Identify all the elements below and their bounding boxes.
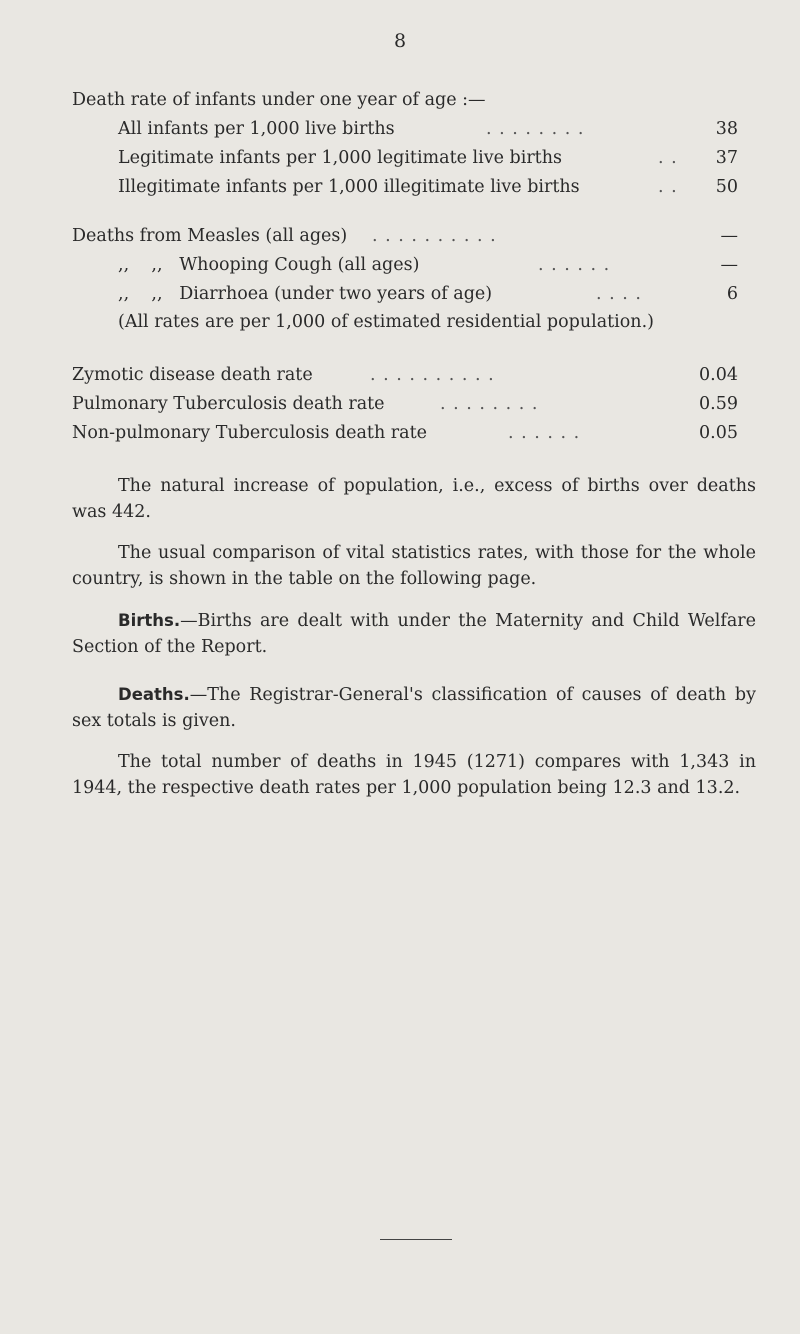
row-value: 37 bbox=[715, 148, 738, 168]
rate-row-non-pulmonary-tb bbox=[72, 420, 738, 446]
deaths-paragraph bbox=[72, 682, 756, 734]
paragraph-text: The natural increase of population, i.e., excess of births over deaths was 442. bbox=[72, 476, 756, 522]
section-end-rule bbox=[380, 1239, 452, 1240]
paragraph-text: The usual comparison of vital statistics rates, with those for the whole country, is shown in the table on the following page. bbox=[72, 543, 756, 589]
row-value: 38 bbox=[715, 119, 738, 139]
row-label: Legitimate infants per 1,000 legitimate live births bbox=[118, 148, 562, 168]
comparison-paragraph bbox=[72, 540, 756, 592]
row-label: ,, ,, Whooping Cough (all ages) bbox=[118, 255, 420, 275]
deaths-run-in-heading: Deaths. bbox=[118, 685, 190, 704]
row-label: Deaths from Measles (all ages) bbox=[72, 226, 348, 246]
rate-row-zymotic bbox=[72, 362, 738, 388]
row-value: 50 bbox=[715, 177, 738, 197]
infant-row-illegitimate bbox=[118, 174, 738, 200]
infant-row-legitimate bbox=[118, 145, 738, 171]
row-leader-dots: . . . . . . . . . . bbox=[370, 365, 495, 385]
natural-increase-paragraph bbox=[72, 473, 756, 525]
deaths-row-measles bbox=[72, 223, 738, 249]
row-value: 0.04 bbox=[699, 365, 738, 385]
row-value: 0.05 bbox=[699, 423, 738, 443]
row-leader-dots: . . bbox=[658, 177, 678, 197]
row-leader-dots: . . . . . . bbox=[508, 423, 581, 443]
births-paragraph bbox=[72, 608, 756, 660]
paragraph-text: —The Registrar-General's classification of causes of death by sex totals is given. bbox=[72, 685, 756, 731]
row-label: All infants per 1,000 live births bbox=[118, 119, 395, 139]
deaths-row-whooping-cough bbox=[118, 252, 738, 278]
row-label: Non-pulmonary Tuberculosis death rate bbox=[72, 423, 427, 443]
row-value: — bbox=[720, 255, 738, 275]
row-leader-dots: . . . . . . bbox=[538, 255, 611, 275]
paragraph-text: The total number of deaths in 1945 (1271) compares with 1,343 in 1944, the respective death rates per 1,000 population being 12.3 and 13.2. bbox=[72, 752, 756, 798]
births-run-in-heading: Births. bbox=[118, 611, 181, 630]
row-label: Pulmonary Tuberculosis death rate bbox=[72, 394, 385, 414]
row-leader-dots: . . . . bbox=[596, 284, 642, 304]
infant-death-rate-heading: Death rate of infants under one year of age :— bbox=[72, 90, 486, 110]
row-leader-dots: . . . . . . . . bbox=[486, 119, 585, 139]
paragraph-text: —Births are dealt with under the Maternity and Child Welfare Section of the Report. bbox=[72, 611, 756, 657]
row-value: 6 bbox=[726, 284, 738, 304]
deaths-row-diarrhoea bbox=[118, 281, 738, 307]
row-label: ,, ,, Diarrhoea (under two years of age) bbox=[118, 284, 493, 304]
row-leader-dots: . . . . . . . . . . bbox=[372, 226, 497, 246]
row-value: — bbox=[720, 226, 738, 246]
row-label: Illegitimate infants per 1,000 illegitimate live births bbox=[118, 177, 580, 197]
rates-basis-note: (All rates are per 1,000 of estimated residential population.) bbox=[118, 312, 654, 332]
infant-row-all bbox=[118, 116, 738, 142]
row-leader-dots: . . bbox=[658, 148, 678, 168]
row-leader-dots: . . . . . . . . bbox=[440, 394, 539, 414]
row-value: 0.59 bbox=[699, 394, 738, 414]
page-number: 8 bbox=[393, 30, 407, 52]
row-label: Zymotic disease death rate bbox=[72, 365, 313, 385]
rate-row-pulmonary-tb bbox=[72, 391, 738, 417]
total-deaths-paragraph bbox=[72, 749, 756, 801]
